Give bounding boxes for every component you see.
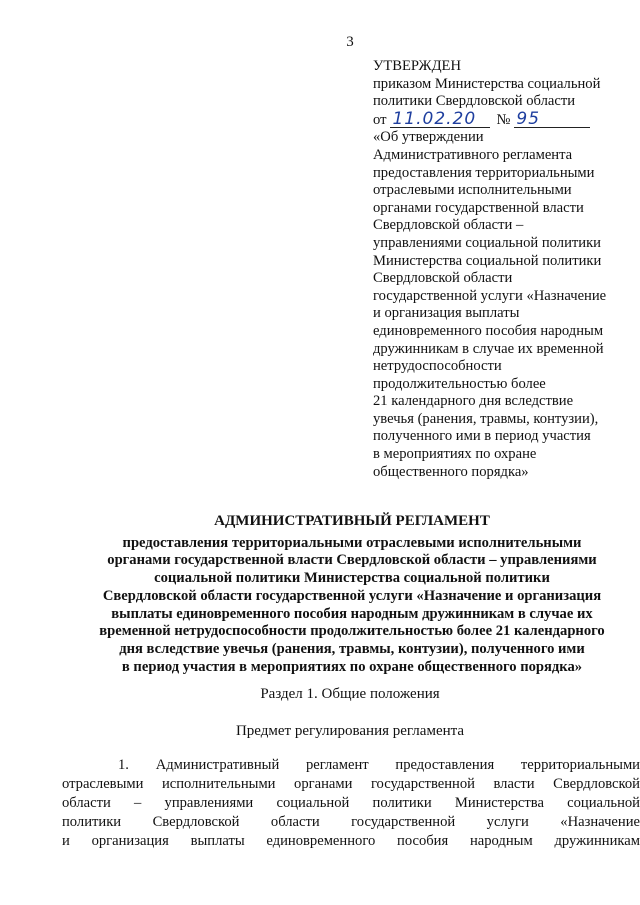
document-title: АДМИНИСТРАТИВНЫЙ РЕГЛАМЕНТ [214, 513, 490, 529]
subject-line: предоставления территориальными [373, 164, 595, 181]
body-paragraph [62, 756, 640, 851]
subject-line: 21 календарного дня вследствие [373, 393, 574, 410]
body-line: 1. Административный регламент предоставления территориальными [118, 757, 640, 773]
document-title-block [62, 513, 640, 676]
order-date-number-row [373, 108, 623, 130]
body-line: области – управлениями социальной политики Министерства социальной [62, 795, 640, 811]
title-line: выплаты единовременного пособия народным дружинникам в случае их [111, 605, 593, 622]
section-heading: Раздел 1. Общие положения [260, 686, 440, 702]
subject-line: Министерства социальной политики [373, 252, 602, 269]
title-line: дня вследствие увечья (ранения, травмы, контузии), полученного ими [119, 640, 585, 657]
date-prefix: от [373, 111, 387, 128]
body-line: и организация выплаты единовременного пособия народным дружинникам [62, 833, 640, 849]
subsection-heading: Предмет регулирования регламента [235, 723, 465, 739]
title-line: органами государственной власти Свердловской области – управлениями [107, 552, 597, 569]
subject-line: в мероприятиях по охране [373, 446, 537, 463]
number-prefix: № [496, 111, 511, 128]
title-line: социальной политики Министерства социальной политики [154, 570, 550, 587]
subject-line: дружинникам в случае их временной [373, 340, 604, 357]
approved-label: УТВЕРЖДЕН [373, 58, 461, 74]
order-line-1: приказом Министерства социальной [373, 75, 601, 92]
subject-line: управлениями социальной политики [373, 234, 601, 251]
title-line: предоставления территориальными отраслевыми исполнительными [122, 534, 582, 551]
order-line-2: политики Свердловской области [373, 93, 576, 110]
body-line: отраслевыми исполнительными органами государственной власти Свердловской [62, 776, 640, 792]
subject-line: государственной услуги «Назначение [373, 287, 607, 304]
subject-line: отраслевыми исполнительными [373, 182, 572, 199]
title-line: Свердловской области государственной услуги «Назначение и организация [102, 587, 602, 604]
title-line: временной нетрудоспособности продолжительностью более 21 календарного [99, 623, 605, 640]
subject-line: Свердловской области – [373, 217, 524, 234]
subject-line: продолжительностью более [373, 375, 546, 392]
subject-line: нетрудоспособности [373, 358, 502, 375]
subject-line: «Об утверждении [373, 129, 484, 146]
subject-line: полученного ими в период участия [373, 428, 591, 445]
handwritten-date: 11.02.20 [390, 111, 490, 128]
subject-line: увечья (ранения, травмы, контузии), [373, 410, 599, 427]
handwritten-number: 95 [514, 111, 590, 128]
page-number: 3 [346, 34, 354, 50]
subject-line: единовременного пособия народным [373, 322, 604, 339]
subject-line: Свердловской области [373, 270, 513, 287]
body-line: политики Свердловской области государственной услуги «Назначение [62, 814, 640, 830]
subject-line: и организация выплаты [373, 305, 520, 322]
subject-line: общественного порядка» [373, 463, 529, 480]
approval-stamp-block [373, 58, 623, 481]
subject-line: Административного регламента [373, 146, 573, 163]
subject-line: органами государственной власти [373, 199, 584, 216]
title-line: в период участия в мероприятиях по охране общественного порядка» [121, 658, 583, 675]
